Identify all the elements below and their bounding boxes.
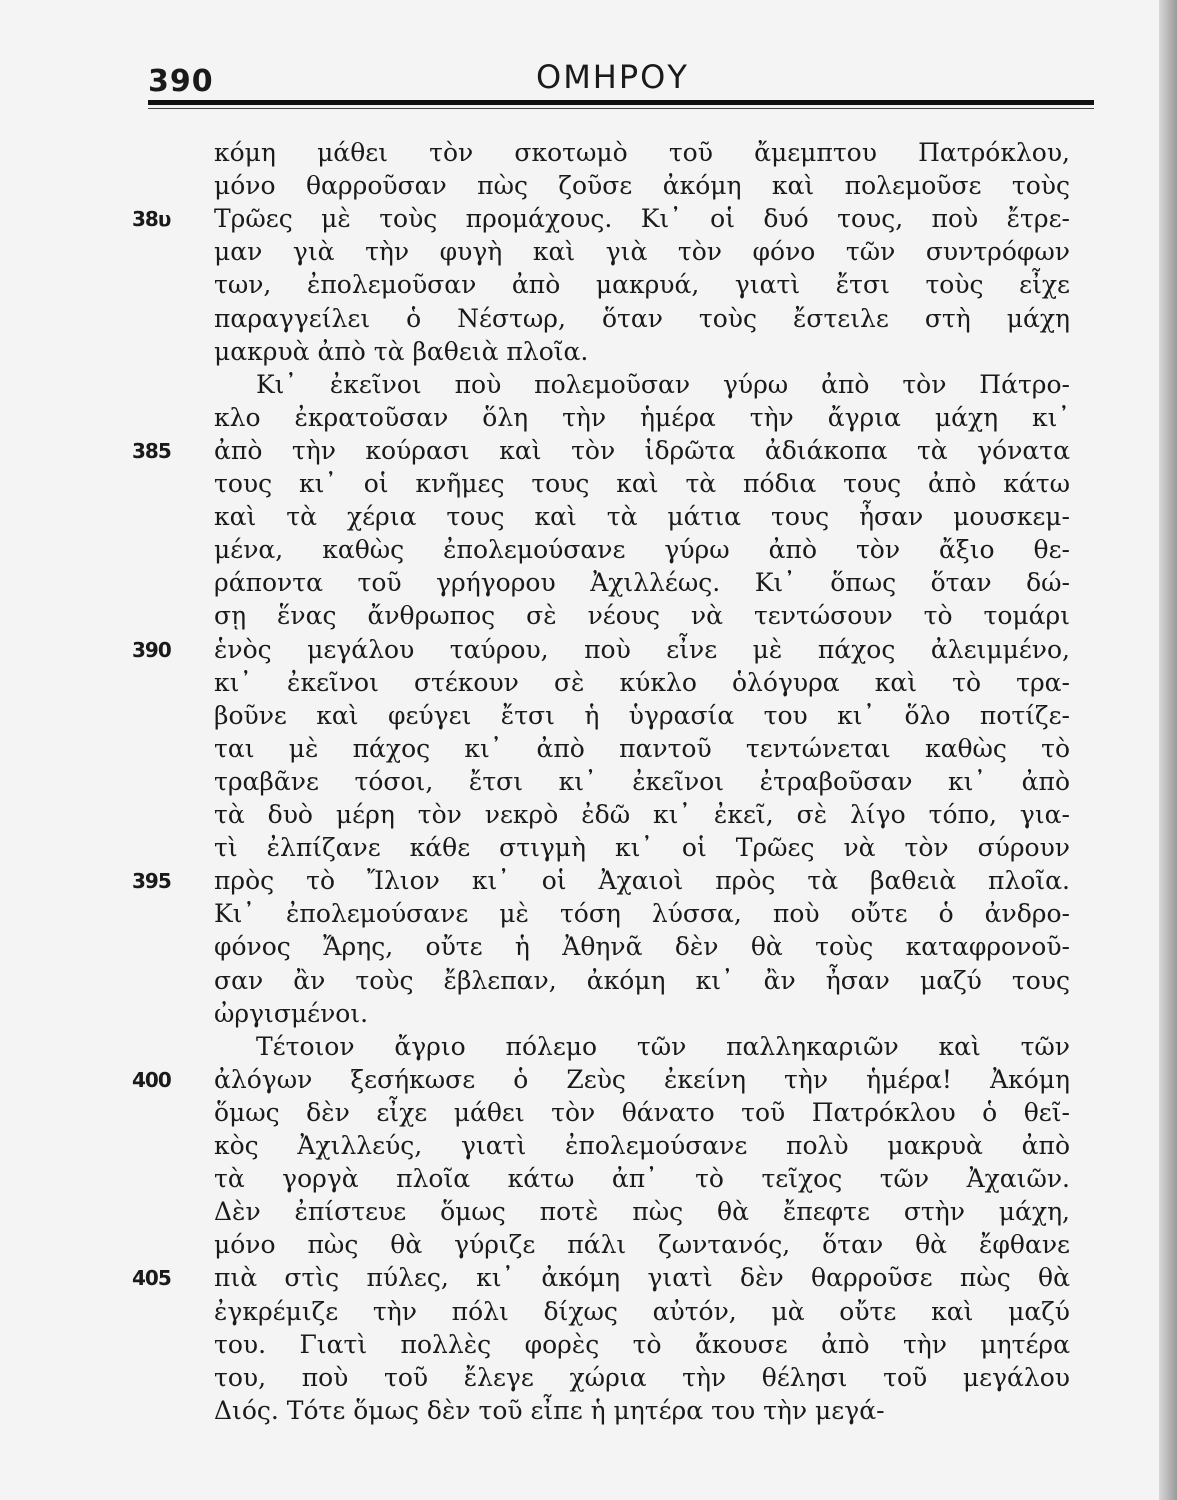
text-line: του. Γιατὶ πολλὲς φορὲς τὸ ἄκουσε ἀπὸ τὴν μητέρα — [214, 1330, 1070, 1359]
text-line: κλο ἐκρατοῦσαν ὅλη τὴν ἡμέρα τὴν ἄγρια μάχη κι᾽ — [214, 403, 1070, 432]
text-line: κὸς Ἀχιλλεύς, γιατὶ ἐπολεμούσανε πολὺ μακρυὰ ἀπὸ — [214, 1131, 1070, 1160]
text-line: τὰ γοργὰ πλοῖα κάτω ἀπ᾽ τὸ τεῖχος τῶν Ἀχαιῶν. — [214, 1164, 1070, 1193]
text-line: Τέτοιον ἄγριο πόλεμο τῶν παλληκαριῶν καὶ τῶν — [256, 1032, 1070, 1061]
text-line: ἀλόγων ξεσήκωσε ὁ Ζεὺς ἐκείνη τὴν ἡμέρα! Ἀκόμη — [214, 1065, 1070, 1094]
page-header — [148, 58, 1098, 102]
text-line: Κι᾽ ἐπολεμούσανε μὲ τόση λύσσα, ποὺ οὔτε ὁ ἀνδρο- — [214, 899, 1070, 928]
text-line: μαν γιὰ τὴν φυγὴ καὶ γιὰ τὸν φόνο τῶν συντρόφων — [214, 237, 1070, 266]
text-line: Τρῶες μὲ τοὺς προμάχους. Κι᾽ οἱ δυό τους, ποὺ ἔτρε- — [214, 204, 1070, 233]
verse-number: 385 — [132, 439, 171, 463]
running-title: ΟΜΗΡΟΥ — [536, 58, 689, 96]
text-line: ράποντα τοῦ γρήγορου Ἀχιλλέως. Κι᾽ ὅπως ὅταν δώ- — [214, 568, 1070, 597]
text-line: φόνος Ἄρης, οὔτε ἡ Ἀθηνᾶ δὲν θὰ τοὺς καταφρονοῦ- — [214, 932, 1070, 961]
text-line: κόμη μάθει τὸν σκοτωμὸ τοῦ ἄμεμπτου Πατρόκλου, — [214, 138, 1070, 167]
verse-number: 395 — [132, 869, 171, 893]
text-line: Κι᾽ ἐκεῖνοι ποὺ πολεμοῦσαν γύρω ἀπὸ τὸν Πάτρο- — [256, 370, 1070, 399]
page-edge-shadow — [1159, 0, 1177, 1500]
header-rule — [148, 100, 1094, 105]
verse-number: 405 — [132, 1266, 171, 1290]
text-line: βοῦνε καὶ φεύγει ἔτσι ἡ ὑγρασία του κι᾽ ὅλο ποτίζε- — [214, 701, 1070, 730]
text-line: μόνο πὼς θὰ γύριζε πάλι ζωντανός, ὅταν θὰ ἔφθανε — [214, 1230, 1070, 1259]
text-line: του, ποὺ τοῦ ἔλεγε χώρια τὴν θέλησι τοῦ μεγάλου — [214, 1363, 1070, 1392]
text-line: ται μὲ πάχος κι᾽ ἀπὸ παντοῦ τεντώνεται καθὼς τὸ — [214, 734, 1070, 763]
text-line: ἐγκρέμιζε τὴν πόλι δίχως αὐτόν, μὰ οὔτε καὶ μαζύ — [214, 1297, 1070, 1326]
verse-number: 400 — [132, 1068, 171, 1092]
text-line: Δὲν ἐπίστευε ὅμως ποτὲ πὼς θὰ ἔπεφτε στὴν μάχη, — [214, 1197, 1070, 1226]
text-line: σῃ ἕνας ἄνθρωπος σὲ νέους νὰ τεντώσουν τὸ τομάρι — [214, 601, 1070, 630]
text-line: μακρυὰ ἀπὸ τὰ βαθειὰ πλοῖα. — [214, 337, 589, 366]
text-line: τραβᾶνε τόσοι, ἔτσι κι᾽ ἐκεῖνοι ἐτραβοῦσαν κι᾽ ἀπὸ — [214, 767, 1070, 796]
text-line: μένα, καθὼς ἐπολεμούσανε γύρω ἀπὸ τὸν ἄξιο θε- — [214, 535, 1070, 564]
text-line: Διός. Τότε ὅμως δὲν τοῦ εἶπε ἡ μητέρα του τὴν μεγά- — [214, 1396, 885, 1425]
header-rule-thin — [148, 108, 1094, 109]
text-line: ἀπὸ τὴν κούρασι καὶ τὸν ἱδρῶτα ἀδιάκοπα τὰ γόνατα — [214, 436, 1070, 465]
text-line: τους κι᾽ οἱ κνῆμες τους καὶ τὰ πόδια τους ἀπὸ κάτω — [214, 469, 1070, 498]
text-line: καὶ τὰ χέρια τους καὶ τὰ μάτια τους ἦσαν μουσκεμ- — [214, 502, 1070, 531]
verse-number: 38υ — [132, 207, 171, 231]
text-line: των, ἐπολεμοῦσαν ἀπὸ μακρυά, γιατὶ ἔτσι τοὺς εἶχε — [214, 270, 1070, 299]
text-line: πιὰ στὶς πύλες, κι᾽ ἀκόμη γιατὶ δὲν θαρροῦσε πὼς θὰ — [214, 1263, 1070, 1292]
text-line: πρὸς τὸ Ἴλιον κι᾽ οἱ Ἀχαιοὶ πρὸς τὰ βαθειὰ πλοῖα. — [214, 866, 1070, 895]
page-number: 390 — [148, 64, 214, 99]
text-line: παραγγείλει ὁ Νέστωρ, ὅταν τοὺς ἔστειλε στὴ μάχη — [214, 304, 1070, 333]
text-line: τὰ δυὸ μέρη τὸν νεκρὸ ἐδῶ κι᾽ ἐκεῖ, σὲ λίγο τόπο, για- — [214, 800, 1070, 829]
text-line: ὠργισμένοι. — [214, 999, 369, 1028]
text-line: μόνο θαρροῦσαν πὼς ζοῦσε ἀκόμη καὶ πολεμοῦσε τοὺς — [214, 171, 1070, 200]
text-line: ἑνὸς μεγάλου ταύρου, ποὺ εἶνε μὲ πάχος ἀλειμμένο, — [214, 635, 1070, 664]
text-line: κι᾽ ἐκεῖνοι στέκουν σὲ κύκλο ὁλόγυρα καὶ τὸ τρα- — [214, 668, 1070, 697]
text-line: σαν ἂν τοὺς ἔβλεπαν, ἀκόμη κι᾽ ἂν ἦσαν μαζύ τους — [214, 966, 1070, 995]
verse-number: 390 — [132, 638, 171, 662]
text-line: τὶ ἐλπίζανε κάθε στιγμὴ κι᾽ οἱ Τρῶες νὰ τὸν σύρουν — [214, 833, 1070, 862]
text-line: ὅμως δὲν εἶχε μάθει τὸν θάνατο τοῦ Πατρόκλου ὁ θεῖ- — [214, 1098, 1070, 1127]
